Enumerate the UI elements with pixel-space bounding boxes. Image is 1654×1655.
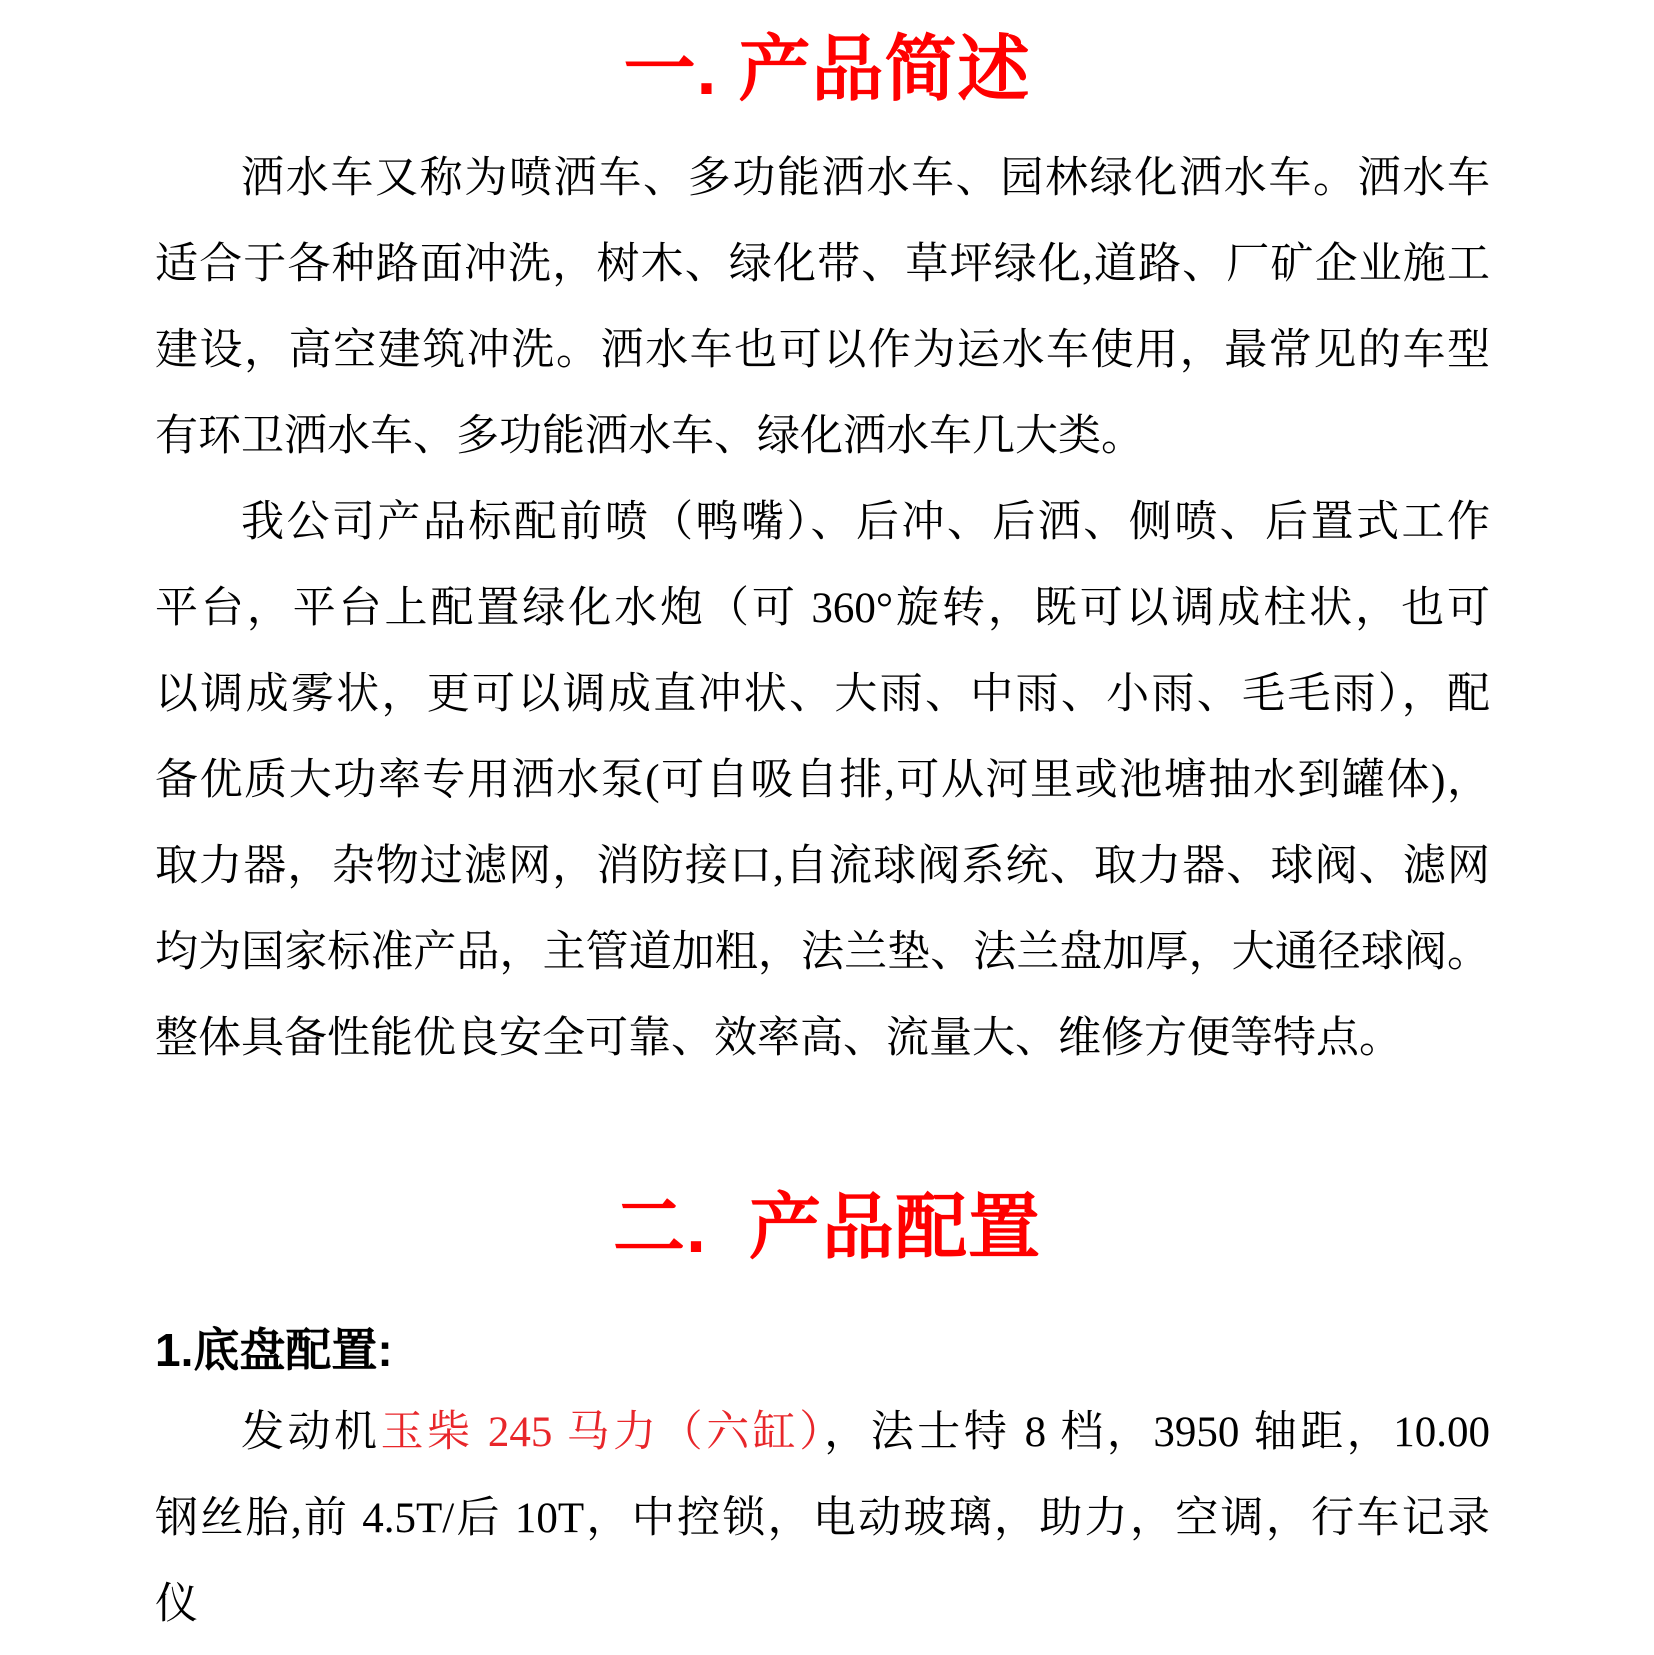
paragraph-product-overview-2 [155,480,1490,1082]
body-line: 建设，高空建筑冲洗。洒水车也可以作为运水车使用，最常见的车型 [155,327,1490,374]
engine-spec-highlight: 玉柴 245 马力（六缸） [380,1409,825,1456]
body-line: 洒水车又称为喷洒车、多功能洒水车、园林绿化洒水车。洒水车 [241,155,1490,202]
body-line: 适合于各种路面冲洗，树木、绿化带、草坪绿化,道路、厂矿企业施工 [155,241,1490,288]
body-line: 整体具备性能优良安全可靠、效率高、流量大、维修方便等特点。 [155,1015,1402,1062]
body-line: 取力器，杂物过滤网，消防接口,自流球阀系统、取力器、球阀、滤网 [155,843,1490,890]
body-line: 备优质大功率专用洒水泵(可自吸自排,可从河里或池塘抽水到罐体)， [155,757,1490,804]
section2-title: 二. 产品配置 [612,1188,1041,1268]
section1-title: 一. 产品简述 [623,30,1031,110]
body-line: 均为国家标准产品，主管道加粗，法兰垫、法兰盘加厚，大通径球阀。 [155,929,1490,976]
body-line: 以调成雾状，更可以调成直冲状、大雨、中雨、小雨、毛毛雨），配 [155,671,1490,718]
paragraph-product-overview-1 [155,136,1490,480]
body-line: 平台，平台上配置绿化水炮（可 360°旋转，既可以调成柱状，也可 [155,585,1490,632]
body-line: 有环卫洒水车、多功能洒水车、绿化洒水车几大类。 [155,413,1144,460]
paragraph-chassis-config [155,1390,1490,1648]
body-line: 仪 [155,1581,198,1628]
engine-text-suffix: ，法士特 8 档，3950 轴距，10.00 [824,1409,1491,1456]
body-line [155,1390,1490,1476]
body-line: 钢丝胎,前 4.5T/后 10T，中控锁，电动玻璃，助力，空调，行车记录 [155,1495,1490,1542]
engine-text-prefix: 发动机 [241,1409,381,1456]
body-line: 我公司产品标配前喷（鸭嘴）、后冲、后洒、侧喷、后置式工作 [241,499,1490,546]
chassis-config-heading: 1.底盘配置: [155,1324,393,1376]
